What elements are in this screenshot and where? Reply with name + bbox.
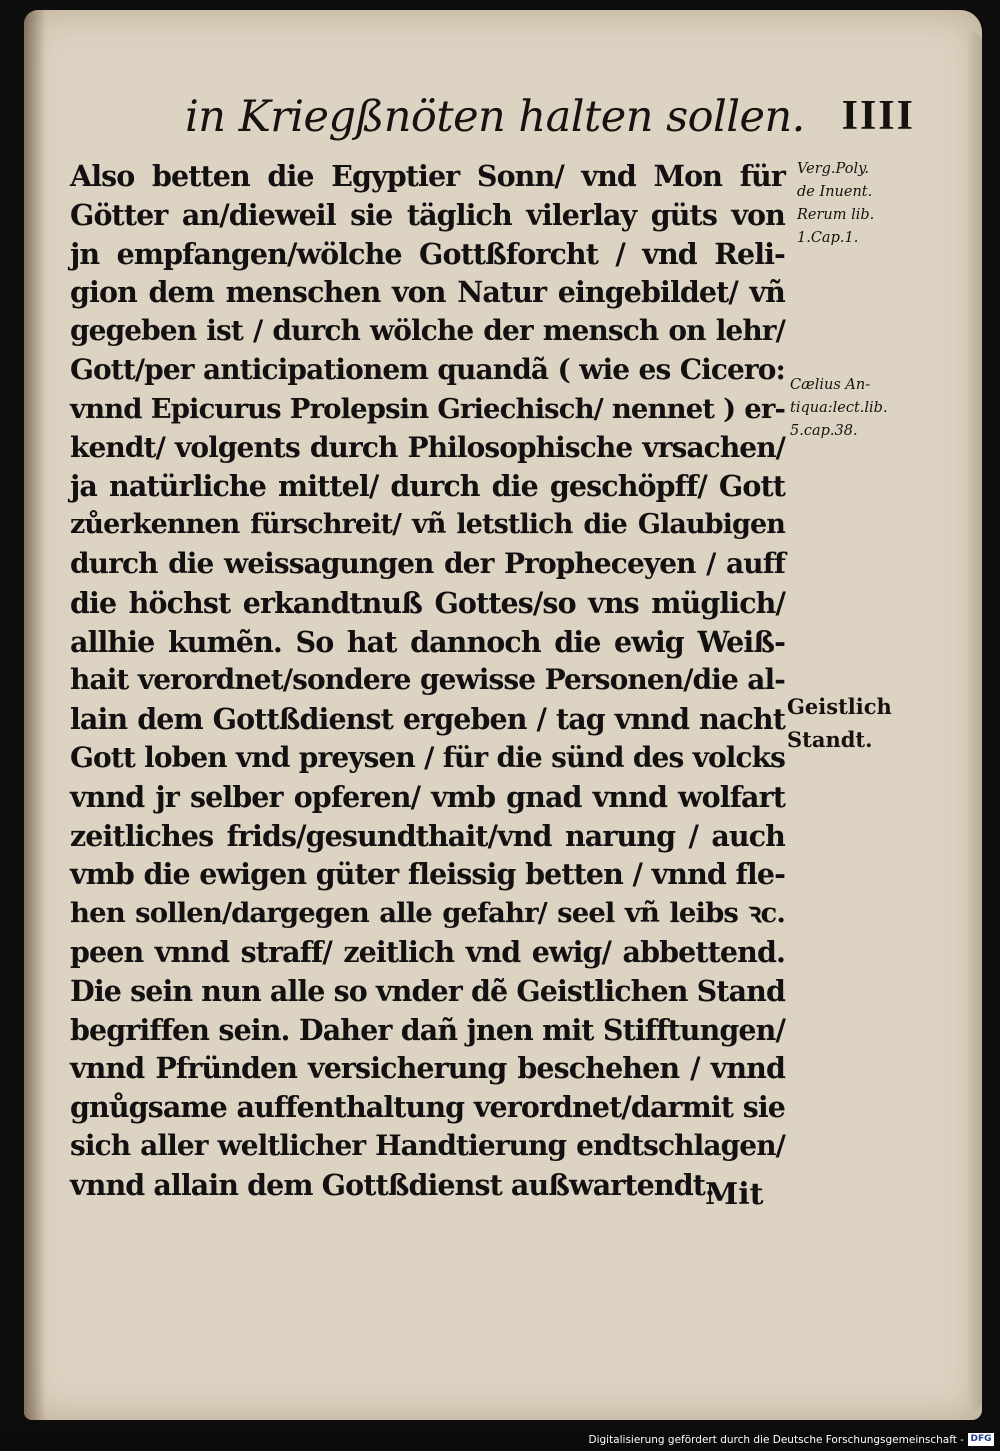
text-line: gnůgsame auffenthaltung verordnet/darmit sie bbox=[70, 1090, 785, 1125]
text-line: lain dem Gottßdienst ergeben / tag vnnd nacht bbox=[70, 702, 785, 737]
text-line: gegeben ist / durch wölche der mensch on lehr/ bbox=[70, 314, 785, 348]
text-line: Die sein nun alle so vnder dẽ Geistlichen Stand bbox=[70, 973, 785, 1008]
text-line: vnnd Pfründen versicherung beschehen / vnnd bbox=[70, 1051, 785, 1086]
margin-note bbox=[797, 158, 874, 250]
text-line: hen sollen/dargegen alle gefahr/ seel vñ leibs ꝛc. bbox=[70, 897, 785, 930]
text-line: Gott loben vnd preysen / für die sünd des volcks bbox=[70, 741, 785, 774]
funding-credit: Digitalisierung gefördert durch die Deutsche Forschungsgemeinschaft - bbox=[588, 1434, 964, 1446]
page-gutter-shadow bbox=[24, 10, 46, 1420]
margin-note-line: Verg.Poly. bbox=[797, 161, 869, 177]
catchword: Mit bbox=[705, 1177, 764, 1212]
text-line: zeitliches frids/gesundthait/vnd narung / auch bbox=[70, 818, 785, 853]
text-line: die höchst erkandtnuß Gottes/so vns müglich/ bbox=[70, 585, 785, 620]
footer-bar bbox=[0, 1430, 1000, 1451]
margin-note bbox=[790, 374, 888, 443]
text-line: hait verordnet/sondere gewisse Personen/die al- bbox=[70, 663, 785, 697]
text-line: Götter an/dieweil sie täglich vilerlay güts von bbox=[70, 197, 785, 232]
text-line: gion dem menschen von Natur eingebildet/ vñ bbox=[70, 275, 785, 310]
page-edge bbox=[968, 30, 982, 1410]
text-line: vnnd jr selber opferen/ vmb gnad vnnd wolfart bbox=[70, 779, 785, 814]
text-line: zůerkennen fürschreit/ vñ letstlich die Glaubigen bbox=[70, 509, 785, 541]
margin-note-line: 5.cap.38. bbox=[790, 423, 858, 439]
text-line: sich aller weltlicher Handtierung endtschlagen/ bbox=[70, 1129, 785, 1162]
running-title: in Kriegßnöten halten sollen. bbox=[185, 92, 805, 142]
text-line: kendt/ volgents durch Philosophische vrsachen/ bbox=[70, 430, 785, 464]
text-line: vnnd Epicurus Prolepsin Griechisch/ nennet ) er- bbox=[70, 392, 785, 425]
margin-note-line: Rerum lib. bbox=[797, 207, 875, 223]
folio-number: IIII bbox=[841, 93, 915, 139]
text-line: Gott/per anticipationem quandã ( wie es Cicero: bbox=[70, 353, 785, 386]
text-line: peen vnnd straff/ zeitlich vnd ewig/ abbettend. bbox=[70, 935, 785, 969]
margin-note bbox=[787, 690, 892, 756]
margin-note-line: 1.Cap.1. bbox=[797, 230, 859, 246]
text-line: begriffen sein. Daher dañ jnen mit Stifftungen/ bbox=[70, 1012, 785, 1047]
margin-note-line: tiqua:lect.lib. bbox=[790, 400, 888, 416]
margin-note-line: Geistlich bbox=[787, 694, 892, 719]
text-line: ja natürliche mittel/ durch die geschöpff/ Gott bbox=[70, 469, 785, 504]
text-line: allhie kumẽn. So hat dannoch die ewig Weiß- bbox=[70, 624, 785, 659]
margin-note-line: de Inuent. bbox=[797, 184, 873, 200]
text-line: vnnd allain dem Gottßdienst außwartendt. bbox=[70, 1167, 715, 1202]
text-line: vmb die ewigen güter fleissig betten / vnnd fle- bbox=[70, 857, 785, 892]
dfg-logo: DFG bbox=[968, 1433, 994, 1446]
text-line: jn empfangen/wölche Gottßforcht / vnd Reli- bbox=[70, 236, 785, 271]
text-line: durch die weissagungen der Propheceyen / auff bbox=[70, 547, 785, 580]
text-line: Also betten die Egyptier Sonn/ vnd Mon für bbox=[70, 159, 785, 193]
page-header bbox=[185, 92, 915, 152]
margin-note-line: Cælius An- bbox=[790, 377, 871, 393]
margin-note-line: Standt. bbox=[787, 727, 873, 752]
